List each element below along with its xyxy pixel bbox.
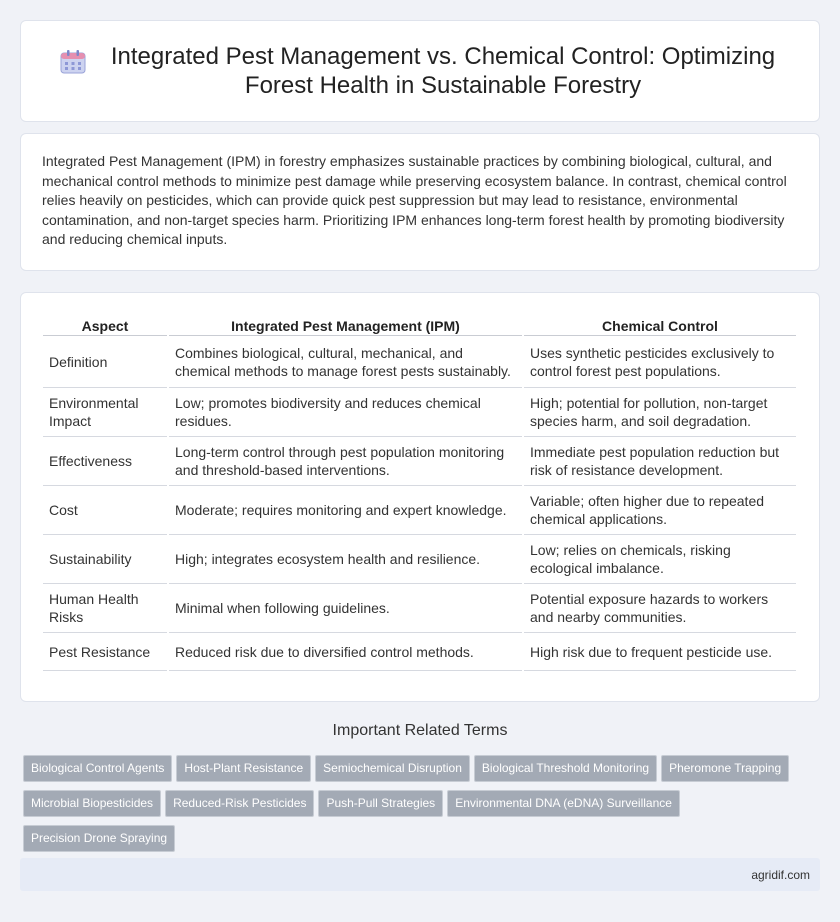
term-tag[interactable]: Reduced-Risk Pesticides (165, 790, 314, 817)
cell-aspect: Environmental Impact (43, 388, 167, 437)
cell-ipm: Low; promotes biodiversity and reduces chemical residues. (169, 388, 522, 437)
cell-aspect: Definition (43, 336, 167, 388)
term-tag[interactable]: Push-Pull Strategies (318, 790, 443, 817)
table-row (43, 633, 796, 671)
cell-chemical: Potential exposure hazards to workers and nearby communities. (524, 584, 796, 633)
term-tag[interactable]: Precision Drone Spraying (23, 825, 175, 852)
related-terms-title: Important Related Terms (332, 722, 508, 739)
cell-ipm: High; integrates ecosystem health and resilience. (169, 535, 522, 584)
cell-chemical: High risk due to frequent pesticide use. (524, 633, 796, 671)
cell-aspect: Pest Resistance (43, 633, 167, 671)
title-card (20, 20, 820, 122)
comparison-table-card (20, 292, 820, 702)
footer (20, 858, 820, 891)
footer-site-link[interactable]: agridif.com (751, 868, 810, 882)
cell-ipm: Moderate; requires monitoring and expert knowledge. (169, 486, 522, 535)
term-tag[interactable]: Pheromone Trapping (661, 755, 789, 782)
cell-chemical: Variable; often higher due to repeated chemical applications. (524, 486, 796, 535)
table-row (43, 584, 796, 633)
intro-paragraph: Integrated Pest Management (IPM) in forestry emphasizes sustainable practices by combining biological, cultural, and mechanical control methods to minimize pest damage while preserving ecosystem balance. In contrast, chemical control relies heavily on pesticides, which can provide quick pest suppression but may lead to resistance, environmental contamination, and non-target species harm. Prioritizing IPM enhances long-term forest health by promoting biodiversity and reducing chemical inputs. (42, 153, 787, 248)
cell-chemical: Uses synthetic pesticides exclusively to control forest pest populations. (524, 336, 796, 388)
intro-card (20, 133, 820, 271)
cell-chemical: High; potential for pollution, non-target species harm, and soil degradation. (524, 388, 796, 437)
term-tag[interactable]: Microbial Biopesticides (23, 790, 161, 817)
cell-aspect: Sustainability (43, 535, 167, 584)
cell-chemical: Low; relies on chemicals, risking ecological imbalance. (524, 535, 796, 584)
table-row (43, 535, 796, 584)
header-aspect: Aspect (43, 308, 167, 336)
calendar-icon (60, 50, 86, 74)
cell-ipm: Reduced risk due to diversified control methods. (169, 633, 522, 671)
cell-chemical: Immediate pest population reduction but risk of resistance development. (524, 437, 796, 486)
table-row (43, 388, 796, 437)
term-tag[interactable]: Environmental DNA (eDNA) Surveillance (447, 790, 680, 817)
cell-ipm: Combines biological, cultural, mechanical, and chemical methods to manage forest pests sustainably. (169, 336, 522, 388)
cell-aspect: Effectiveness (43, 437, 167, 486)
cell-ipm: Minimal when following guidelines. (169, 584, 522, 633)
table-header-row (43, 308, 796, 336)
term-tag[interactable]: Biological Threshold Monitoring (474, 755, 657, 782)
cell-ipm: Long-term control through pest population monitoring and threshold-based interventions. (169, 437, 522, 486)
table-row (43, 336, 796, 388)
comparison-table (41, 308, 798, 671)
term-tag[interactable]: Host-Plant Resistance (176, 755, 311, 782)
table-row (43, 486, 796, 535)
page-title: Integrated Pest Management vs. Chemical Control: Optimizing Forest Health in Sustainable Forestry (110, 43, 776, 99)
term-tag[interactable]: Biological Control Agents (23, 755, 172, 782)
table-row (43, 437, 796, 486)
header-chemical: Chemical Control (524, 308, 796, 336)
header-ipm: Integrated Pest Management (IPM) (169, 308, 522, 336)
related-terms-list (23, 755, 813, 860)
term-tag[interactable]: Semiochemical Disruption (315, 755, 470, 782)
cell-aspect: Cost (43, 486, 167, 535)
cell-aspect: Human Health Risks (43, 584, 167, 633)
